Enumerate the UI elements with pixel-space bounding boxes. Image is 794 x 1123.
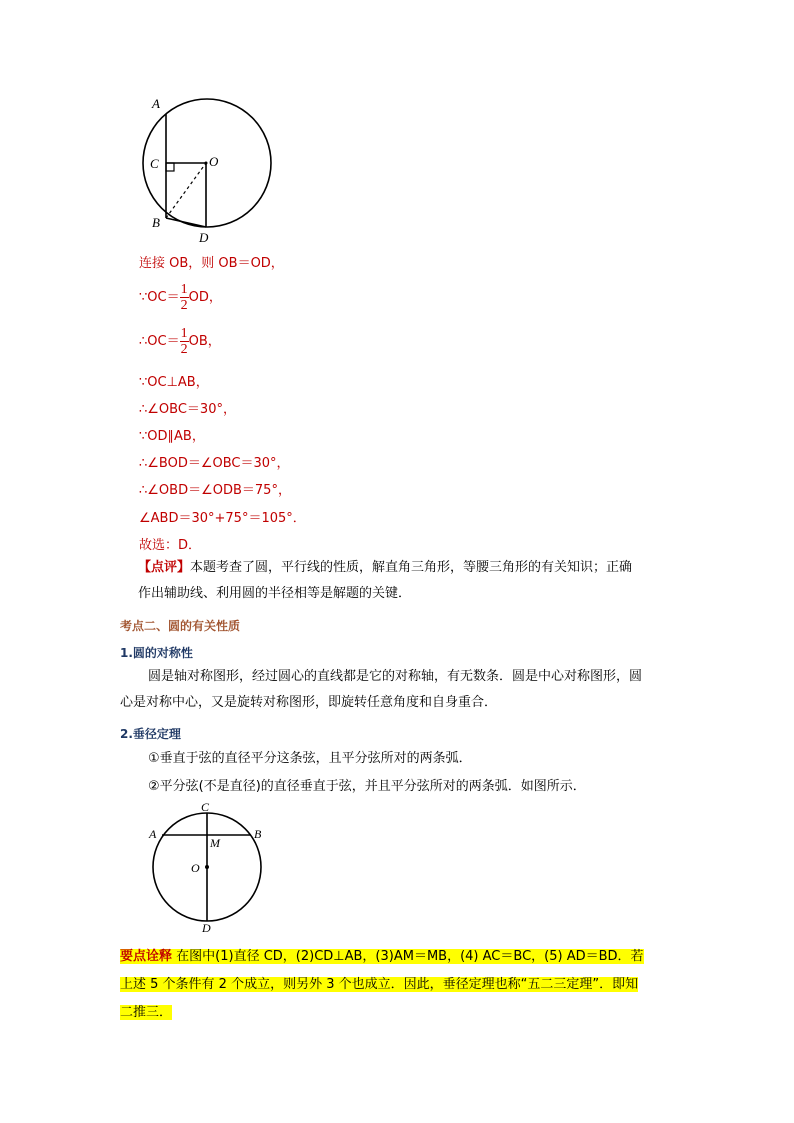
label-d: D (199, 230, 209, 245)
solution-line-6: ∵OD∥AB， (139, 429, 205, 444)
keypoint-block (120, 943, 680, 1027)
label-b2: B (254, 827, 262, 841)
label-c2: C (201, 800, 210, 814)
solution-line-2: ∵OC＝ $\frac{1}{2}$ OD， (139, 282, 222, 313)
label-o2: O (191, 861, 200, 875)
label-m2: M (210, 836, 220, 850)
solution-line-8: ∴∠OBD＝∠ODB＝75°， (139, 483, 291, 498)
section-title: 考点二、圆的有关性质 (120, 619, 241, 633)
keypoint-text-2: 上述 5 个条件有 2 个成立，则另外 3 个也成立．因此，垂径定理也称“五二三定理”．即知 (120, 977, 639, 992)
comment-text-2: 作出辅助线、利用圆的半径相等是解题的关键． (138, 586, 412, 601)
subsection-1-paragraph: 圆是轴对称图形，经过圆心的直线都是它的对称轴，有无数条．圆是中心对称图形，圆 (148, 669, 643, 684)
comment-tag: 【点评】 (138, 560, 191, 575)
solution-line-7: ∴∠BOD＝∠OBC＝30°， (139, 456, 290, 471)
subsection-1-paragraph-2: 心是对称中心，又是旋转对称图形，即旋转任意角度和自身重合． (120, 695, 498, 710)
subsection-1-title: 1.圆的对称性 (120, 646, 193, 660)
label-a: A (152, 96, 160, 111)
solution-line-5: ∴∠OBC＝30°， (139, 402, 236, 417)
label-o: O (209, 154, 219, 169)
label-a2: A (149, 827, 157, 841)
label-b: B (152, 215, 160, 230)
solution-line-9: ∠ABD＝30°+75°＝105°． (139, 511, 306, 526)
label-c: C (150, 156, 159, 171)
circle-figure-1 (140, 95, 280, 245)
solution-line-3: ∴OC＝ $\frac{1}{2}$ OB， (139, 326, 221, 357)
solution-line-4: ∵OC⊥AB， (139, 375, 209, 390)
subsection-2-item-2: ②平分弦(不是直径)的直径垂直于弦，并且平分弦所对的两条弧．如图所示． (148, 779, 586, 794)
label-d2: D (202, 921, 211, 935)
solution-line-10: 故选：D． (139, 538, 202, 553)
subsection-2-title: 2.垂径定理 (120, 727, 181, 741)
comment-block (138, 555, 678, 607)
solution-line-1: 连接 OB，则 OB＝OD， (139, 256, 284, 271)
keypoint-text-3: 二推三． (120, 1005, 173, 1020)
comment-text-1: 本题考查了圆，平行线的性质，解直角三角形，等腰三角形的有关知识；正确 (190, 560, 633, 575)
circle-figure-2 (145, 800, 275, 935)
keypoint-tag: 要点诠释 (120, 949, 173, 964)
subsection-2-item-1: ①垂直于弦的直径平分这条弦，且平分弦所对的两条弧． (148, 751, 472, 766)
keypoint-text-1: 在图中(1)直径 CD，(2)CD⊥AB，(3)AM＝MB，(4) AC＝BC，(5) AD＝BD．若 (176, 949, 644, 964)
